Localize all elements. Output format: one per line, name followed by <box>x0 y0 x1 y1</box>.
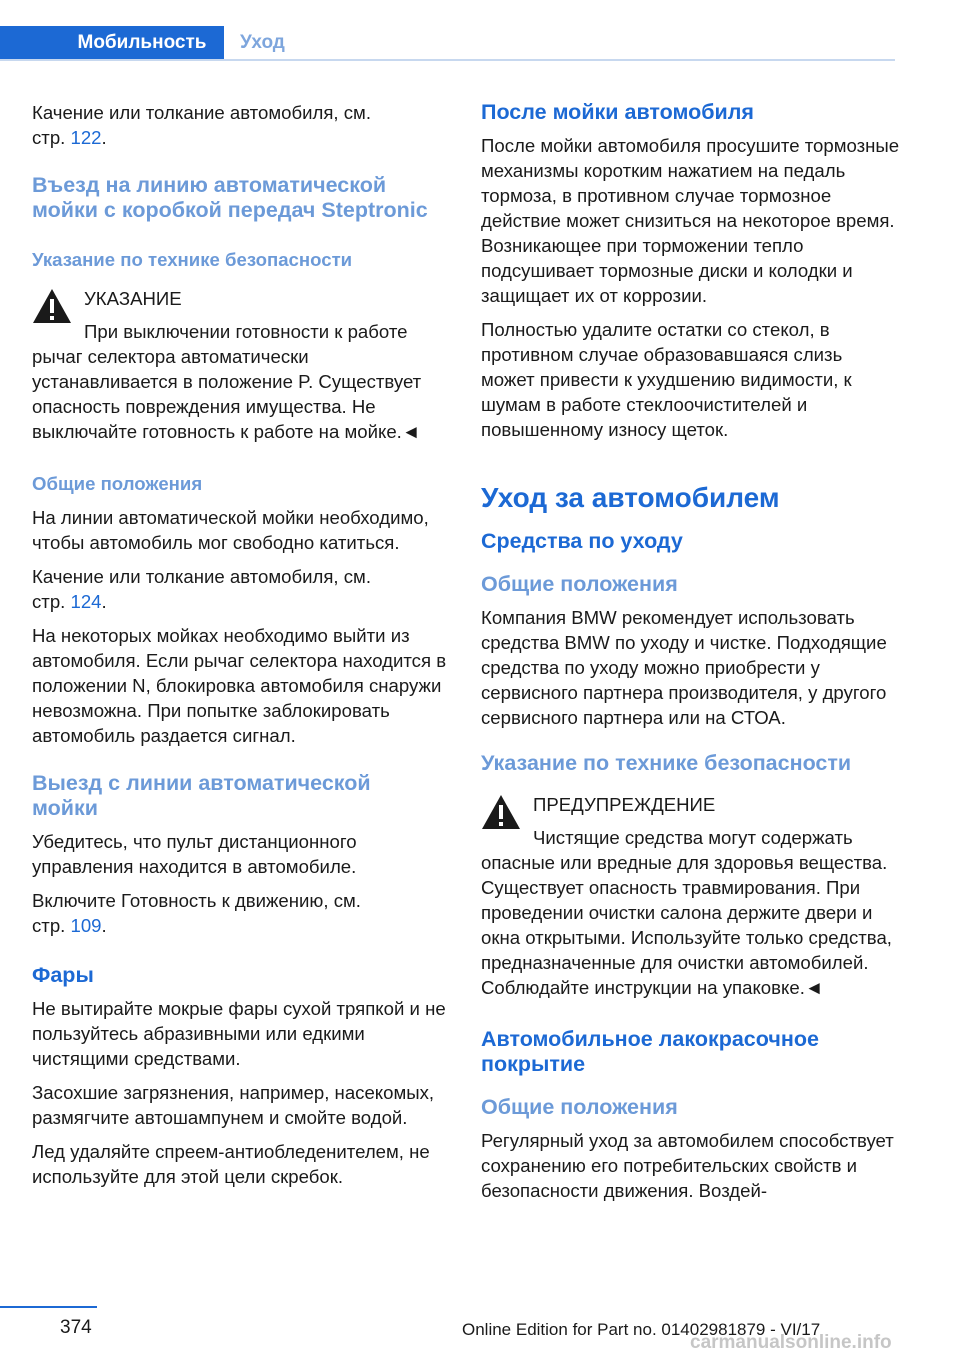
paragraph: Качение или толкание автомобиля, см. стр. 124. <box>32 566 371 612</box>
heading-vehicle-care: Уход за автомобилем <box>481 482 780 513</box>
header-divider <box>0 59 895 61</box>
heading-care-products: Средства по уходу <box>481 529 683 553</box>
left-column <box>32 100 450 1198</box>
warning-title: ПРЕДУПРЕЖДЕНИЕ <box>533 794 716 815</box>
section-tab-mobility[interactable]: Мобильность <box>0 26 224 60</box>
heading-headlights: Фары <box>32 963 94 987</box>
warning-text: При выключении готовности к работе рычаг селектора автоматически устанавливается в положение P. Существует опасность повреждения имущества. Не выключайте готовность к работе на мойке.◄ <box>32 321 422 442</box>
paragraph: Убедитесь, что пульт дистанционного управления находится в автомобиле. <box>32 831 357 877</box>
heading-safety: Указание по технике безопасности <box>32 249 353 270</box>
warning-block <box>481 792 901 1000</box>
section-tab-care[interactable]: Уход <box>240 32 285 53</box>
heading-general: Общие положения <box>481 572 678 596</box>
footer-divider <box>0 1306 97 1308</box>
heading-after-wash: После мойки автомобиля <box>481 100 754 124</box>
heading-paint: Автомобильное лакокрасочное покрытие <box>481 1027 819 1076</box>
paragraph: Лед удаляйте спреем-антиобледенителем, не используйте для этой цели скребок. <box>32 1141 430 1187</box>
watermark: carmanualsonline.info <box>690 1332 892 1353</box>
paragraph: На некоторых мойках необходимо выйти из автомобиля. Если рычаг селектора находится в положении N, блокировка автомобиля снаружи невозможна. При попытке заблокировать автомобиль раздается сигнал. <box>32 625 447 746</box>
heading-safety: Указание по технике безопасности <box>481 751 852 775</box>
heading-general: Общие положения <box>481 1095 678 1119</box>
page-link[interactable]: 122 <box>70 127 102 148</box>
paragraph: Включите Готовность к движению, см. стр. 109. <box>32 890 361 936</box>
warning-text: Чистящие средства могут содержать опасные или вредные для здоровья вещества. Существует опасность травмирования. При проведении очистки салона держите двери и окна открытыми. Используйте только средства, предназначенные для очистки автомобилей. Соблюдайте инструкции на упаковке.◄ <box>481 827 892 998</box>
paragraph: Качение или толкание автомобиля, см. стр. 122. <box>32 102 371 148</box>
warning-title: УКАЗАНИЕ <box>84 288 182 309</box>
paragraph: Засохшие загрязнения, например, насекомых, размягчите автошампунем и смойте водой. <box>32 1082 435 1128</box>
page-number: 374 <box>60 1317 92 1338</box>
heading-general: Общие положения <box>32 473 203 494</box>
page-link[interactable]: 124 <box>70 591 102 612</box>
warning-triangle-icon <box>32 288 72 324</box>
heading-carwash-exit: Выезд с линии автоматической мойки <box>32 771 371 820</box>
paragraph: После мойки автомобиля просушите тормозные механизмы коротким нажатием на педаль тормоза, в противном случае тормозное действие может снизиться на некоторое время. Возникающее при торможении тепло подсушивает тормозные диски и колодки и защищает их от коррозии. <box>481 135 900 306</box>
page-header <box>0 0 960 62</box>
warning-block <box>32 286 450 444</box>
page-link[interactable]: 109 <box>70 915 102 936</box>
right-column <box>481 100 901 1212</box>
edition-label: Online Edition for Part no. 01402981879 - VI/17 <box>462 1320 821 1339</box>
warning-triangle-icon <box>481 794 521 830</box>
paragraph: Компания BMW рекомендует использовать средства BMW по уходу и чистке. Подходящие средства по уходу можно приобрести у сервисного партнера производителя, у другого сервисного партнера или на СТОА. <box>481 607 887 728</box>
paragraph: На линии автоматической мойки необходимо, чтобы автомобиль мог свободно катиться. <box>32 507 429 553</box>
heading-carwash-entry: Въезд на линию автоматической мойки с коробкой передач Steptronic <box>32 173 428 222</box>
paragraph: Регулярный уход за автомобилем способствует сохранению его потребительских свойств и безопасности движения. Воздей- <box>481 1130 894 1201</box>
paragraph: Не вытирайте мокрые фары сухой тряпкой и не пользуйтесь абразивными или едкими чистящими средствами. <box>32 998 446 1069</box>
paragraph: Полностью удалите остатки со стекол, в противном случае образовавшаяся слизь может привести к ухудшению видимости, к шумам в работе стеклоочистителей и повышенному износу щеток. <box>481 319 852 440</box>
